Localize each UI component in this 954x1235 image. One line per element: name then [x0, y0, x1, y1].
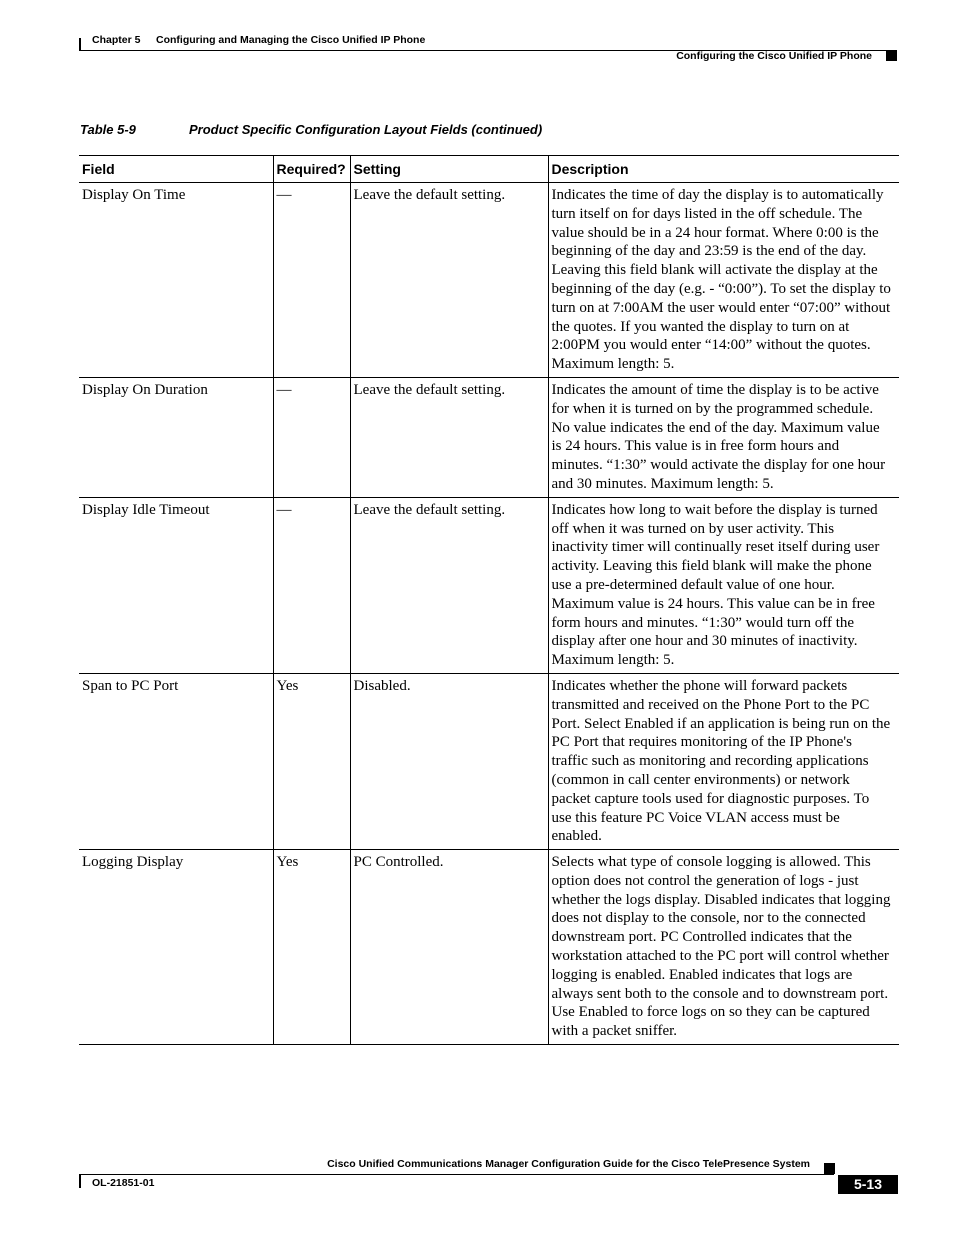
cell-setting: Leave the default setting. [350, 183, 548, 378]
cell-field: Span to PC Port [79, 673, 273, 849]
table-row [79, 183, 899, 378]
cell-setting: Disabled. [350, 673, 548, 849]
table-caption-title: Product Specific Configuration Layout Fields (continued) [189, 122, 543, 137]
cell-setting: PC Controlled. [350, 850, 548, 1045]
footer-book-title: Cisco Unified Communications Manager Configuration Guide for the Cisco TelePresence System [327, 1158, 810, 1170]
column-header-field: Field [79, 156, 273, 183]
table-row [79, 673, 899, 849]
cell-required: Yes [273, 673, 350, 849]
footer-doc-number: OL-21851-01 [92, 1177, 155, 1189]
table-caption-number: Table 5-9 [80, 122, 136, 137]
cell-field: Display On Time [79, 183, 273, 378]
table-header-row [79, 156, 899, 183]
cell-description: Indicates how long to wait before the display is turned off when it was turned on by user activity. This inactivity timer will continually reset itself during user activity. Leaving this field blank will make the phone use a pre-determined default value of one hour. Maximum value is 24 hours. This value can be in free form hours and minutes. “1:30” would turn off the display after one hour and 30 minutes of inactivity. Maximum length: 5. [548, 497, 899, 673]
cell-field: Logging Display [79, 850, 273, 1045]
column-header-required: Required? [273, 156, 350, 183]
header-section-title: Configuring the Cisco Unified IP Phone [676, 50, 872, 62]
cell-required: — [273, 377, 350, 497]
cell-required: — [273, 183, 350, 378]
cell-required: — [273, 497, 350, 673]
cell-description: Indicates the amount of time the display is to be active for when it is turned on by the programmed schedule. No value indicates the end of the day. Maximum value is 24 hours. This value is in free form hours and minutes. “1:30” would activate the display for one hour and 30 minutes. Maximum length: 5. [548, 377, 899, 497]
cell-field: Display On Duration [79, 377, 273, 497]
table-row [79, 850, 899, 1045]
cell-description: Indicates whether the phone will forward packets transmitted and received on the Phone Port to the PC Port. Select Enabled if an application is being run on the PC Port that requires monitoring of the IP Phone's traffic such as monitoring and recording applications (common in call center environments) or network packet capture tools used for diagnostic purposes. To use this feature PC Voice VLAN access must be enabled. [548, 673, 899, 849]
table-row [79, 497, 899, 673]
footer-page-number: 5-13 [838, 1175, 898, 1194]
cell-setting: Leave the default setting. [350, 377, 548, 497]
table-row [79, 377, 899, 497]
header-marker-box [886, 50, 897, 61]
cell-setting: Leave the default setting. [350, 497, 548, 673]
cell-field: Display Idle Timeout [79, 497, 273, 673]
footer-left-rule [79, 1174, 81, 1188]
product-config-table [79, 155, 899, 1045]
header-chapter-number: Chapter 5 [92, 34, 141, 46]
footer-marker-box [824, 1163, 835, 1174]
column-header-description: Description [548, 156, 899, 183]
header-chapter-title: Configuring and Managing the Cisco Unified IP Phone [156, 34, 426, 46]
cell-description: Indicates the time of day the display is to automatically turn itself on for days listed in the off schedule. The value should be in a 24 hour format. Where 0:00 is the beginning of the day and 23:59 is the end of the day. Leaving this field blank will activate the display at the beginning of the day (e.g. - “0:00”). To set the display to turn on at 7:00AM the user would enter “07:00” without the quotes. If you wanted the display to turn on at 2:00PM you would enter “14:00” without the quotes. Maximum length: 5. [548, 183, 899, 378]
footer-rule [79, 1174, 834, 1175]
cell-description: Selects what type of console logging is allowed. This option does not control the generation of logs - just whether the logs display. Disabled indicates that logging does not display to the console, nor to the connected downstream port. PC Controlled indicates that the workstation attached to the PC port will control whether logging is enabled. Enabled indicates that logs are always sent both to the console and to downstream port. Use Enabled to force logs on so they can be captured with a packet sniffer. [548, 850, 899, 1045]
cell-required: Yes [273, 850, 350, 1045]
column-header-setting: Setting [350, 156, 548, 183]
